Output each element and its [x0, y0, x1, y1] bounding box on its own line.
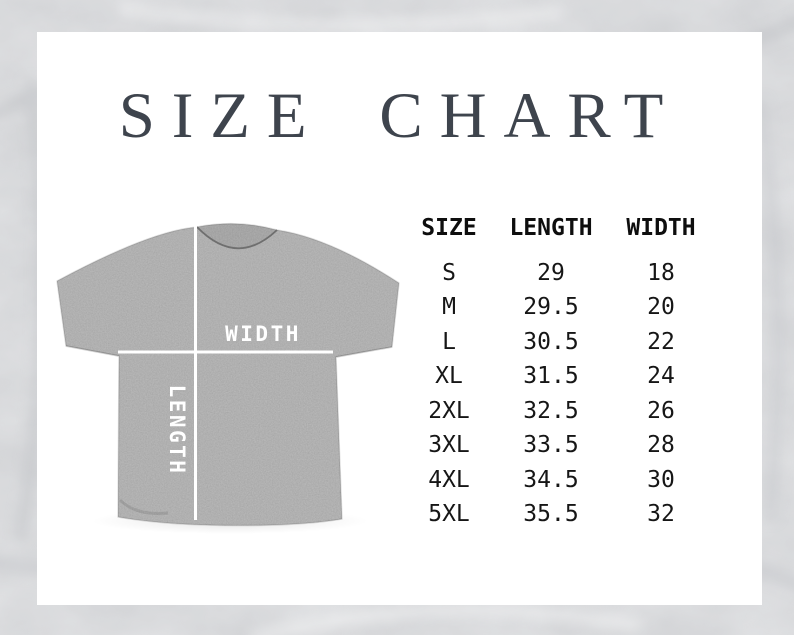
length-label: LENGTH	[165, 384, 189, 476]
table-row	[403, 360, 715, 395]
length-cell: 29.5	[523, 294, 579, 321]
page-title: SIZE CHART	[118, 80, 681, 152]
size-cell: 4XL	[428, 466, 470, 493]
width-label: WIDTH	[225, 322, 301, 346]
tshirt-fabric-highlight	[57, 224, 399, 526]
width-cell: 32	[647, 501, 675, 528]
length-cell: 33.5	[523, 432, 579, 459]
size-cell: 2XL	[428, 397, 470, 424]
table-row	[403, 498, 715, 533]
width-cell: 18	[647, 259, 675, 286]
length-cell: 34.5	[523, 466, 579, 493]
size-cell: 5XL	[428, 501, 470, 528]
width-cell: 26	[647, 397, 675, 424]
size-cell: XL	[435, 363, 463, 390]
table-row	[403, 291, 715, 326]
column-header-size: SIZE	[421, 214, 477, 241]
table-row	[403, 429, 715, 464]
column-header-width: WIDTH	[626, 214, 696, 241]
size-cell: M	[442, 294, 456, 321]
length-cell: 35.5	[523, 501, 579, 528]
width-cell: 22	[647, 328, 675, 355]
column-header-length: LENGTH	[509, 214, 593, 241]
table-header-row	[403, 212, 715, 244]
length-cell: 30.5	[523, 328, 579, 355]
table-row	[403, 256, 715, 291]
size-cell: 3XL	[428, 432, 470, 459]
width-cell: 30	[647, 466, 675, 493]
table-row	[403, 394, 715, 429]
width-cell: 24	[647, 363, 675, 390]
size-cell: S	[442, 259, 456, 286]
width-cell: 20	[647, 294, 675, 321]
length-cell: 31.5	[523, 363, 579, 390]
length-cell: 32.5	[523, 397, 579, 424]
table-row	[403, 463, 715, 498]
tshirt-diagram	[50, 210, 405, 540]
width-cell: 28	[647, 432, 675, 459]
length-cell: 29	[537, 259, 565, 286]
size-cell: L	[442, 328, 456, 355]
table-row	[403, 325, 715, 360]
size-table	[403, 212, 715, 532]
